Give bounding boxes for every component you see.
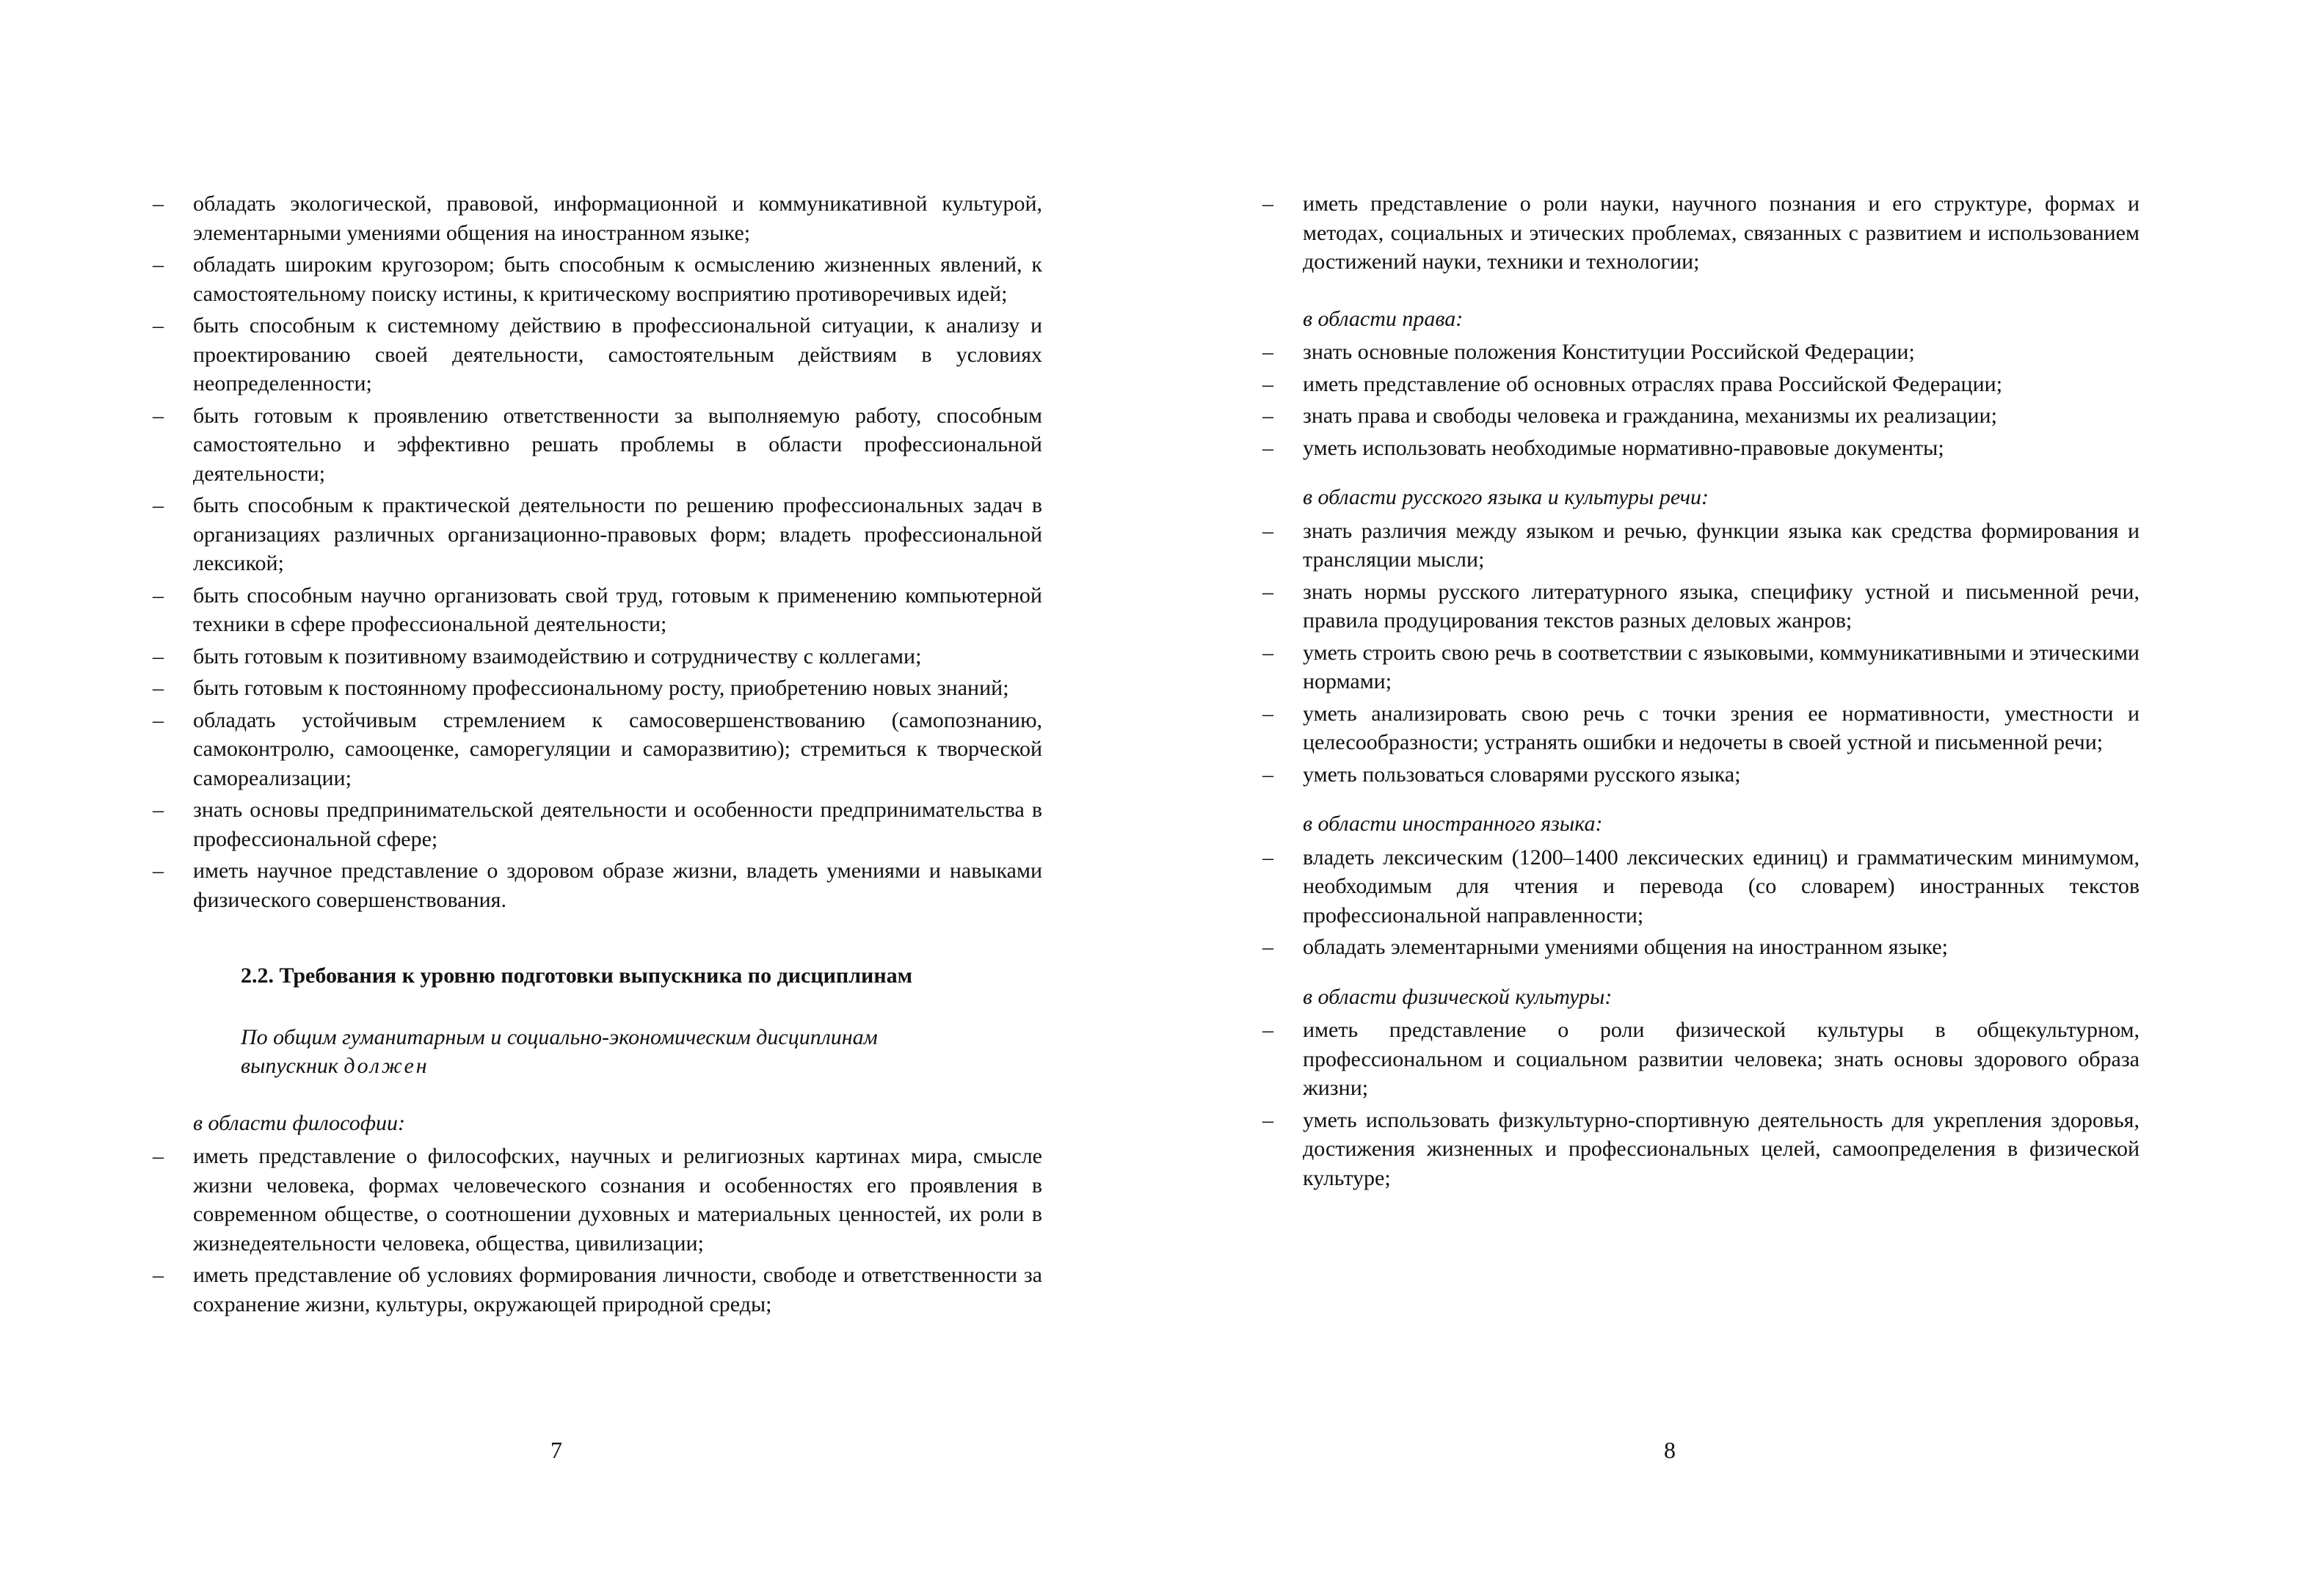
list-item: – знать основные положения Конституции Российской Федерации; (1262, 338, 2140, 367)
intro-line-1: По общим гуманитарным и социально-экономическим дисциплинам (241, 1024, 878, 1049)
intro-must: должен (343, 1054, 429, 1078)
list-item: – уметь использовать необходимые нормативно-правовые документы; (1262, 434, 2140, 463)
general-requirements-list (153, 189, 1042, 914)
list-item: – быть способным к системному действию в профессиональной ситуации, к анализу и проектированию своей деятельности, самостоятельным действиям в условиях неопределенности; (153, 311, 1042, 398)
physical-culture-list (1262, 1016, 2140, 1192)
philosophy-continued-list (1262, 189, 2140, 277)
list-item: – обладать экологической, правовой, информационной и коммуникативной культурой, элементарными умениями общения на иностранном языке; (153, 189, 1042, 247)
list-item: – иметь научное представление о здоровом образе жизни, владеть умениями и навыками физического совершенствования. (153, 856, 1042, 914)
list-item: – уметь анализировать свою речь с точки зрения ее нормативности, уместности и целесообразности; устранять ошибки и недочеты в своей устной и письменной речи; (1262, 699, 2140, 757)
list-item: – быть способным к практической деятельности по решению профессиональных задач в организациях различных организационно-правовых форм; владеть профессиональной лексикой; (153, 491, 1042, 578)
list-item: – иметь представление об условиях формирования личности, свободе и ответственности за сохранение жизни, культуры, окружающей природной среды; (153, 1261, 1042, 1319)
list-item: – уметь пользоваться словарями русского языка; (1262, 760, 2140, 790)
subsection-title-philosophy: в области философии: (193, 1110, 405, 1135)
section-intro (241, 1023, 1042, 1081)
list-item: – иметь представление о философских, научных и религиозных картинах мира, смысле жизни человека, формах человеческого сознания и особенностях его проявления в современном обществе, о соотношении духовных и материальных ценностей, их роли в жизнедеятельности человека, общества, цивилизации; (153, 1142, 1042, 1258)
right-page-content (1262, 189, 2140, 1195)
list-item: – знать нормы русского литературного языка, специфику устной и письменной речи, правила продуцирования текстов разных деловых жанров; (1262, 577, 2140, 635)
philosophy-list (153, 1142, 1042, 1319)
law-list (1262, 338, 2140, 462)
list-item: – быть готовым к позитивному взаимодействию и сотрудничеству с коллегами; (153, 642, 1042, 671)
list-item: – быть готовым к проявлению ответственности за выполняемую работу, способным самостоятельно и эффективно решать проблемы в области профессиональной деятельности; (153, 401, 1042, 489)
list-item: – уметь использовать физкультурно-спортивную деятельность для укрепления здоровья, достижения жизненных и профессиональных целей, самоопределения в физической культуре; (1262, 1106, 2140, 1193)
list-item: – владеть лексическим (1200–1400 лексических единиц) и грамматическим минимумом, необходимым для чтения и перевода (со словарем) иностранных текстов профессиональной направленности; (1262, 843, 2140, 930)
intro-line-2 (241, 1052, 1042, 1081)
list-item: – иметь представление о роли физической культуры в общекультурном, профессиональном и социальном развитии человека; знать основы здорового образа жизни; (1262, 1016, 2140, 1103)
list-item: – быть готовым к постоянному профессиональному росту, приобретению новых знаний; (153, 674, 1042, 703)
list-item: – иметь представление об основных отраслях права Российской Федерации; (1262, 370, 2140, 399)
list-item: – знать основы предпринимательской деятельности и особенности предпринимательства в профессиональной сфере; (153, 795, 1042, 853)
right-page (1156, 0, 2312, 1596)
russian-language-list (1262, 517, 2140, 790)
left-page-content (153, 189, 1042, 1322)
list-item: – знать различия между языком и речью, функции языка как средства формирования и трансляции мысли; (1262, 517, 2140, 575)
section-heading: 2.2. Требования к уровню подготовки выпускника по дисциплинам (241, 963, 913, 988)
foreign-language-list (1262, 843, 2140, 962)
list-item: – быть способным научно организовать свой труд, готовым к применению компьютерной техники в сфере профессиональной деятельности; (153, 581, 1042, 639)
list-item: – знать права и свободы человека и гражданина, механизмы их реализации; (1262, 401, 2140, 431)
subsection-title-russian-language: в области русского языка и культуры речи: (1303, 485, 1709, 509)
subsection-title-physical-culture: в области физической культуры: (1303, 984, 1613, 1009)
list-item: – обладать элементарными умениями общения на иностранном языке; (1262, 933, 2140, 962)
subsection-title-law: в области права: (1303, 306, 1464, 331)
list-item: – обладать устойчивым стремлением к самосовершенствованию (самопознанию, самоконтролю, самооценке, саморегуляции и саморазвитию); стремиться к творческой самореализации; (153, 706, 1042, 793)
page-number: 8 (1664, 1437, 1676, 1463)
page-number: 7 (550, 1437, 562, 1463)
list-item: – обладать широким кругозором; быть способным к осмыслению жизненных явлений, к самостоятельному поиску истины, к критическому восприятию противоречивых идей; (153, 250, 1042, 308)
list-item: – иметь представление о роли науки, научного познания и его структуре, формах и методах, социальных и этических проблемах, связанных с развитием и использованием достижений науки, техники и технологии; (1262, 189, 2140, 277)
intro-graduate: выпускник (241, 1054, 338, 1078)
list-item: – уметь строить свою речь в соответствии с языковыми, коммуникативными и этическими нормами; (1262, 638, 2140, 696)
subsection-title-foreign-language: в области иностранного языка: (1303, 812, 1603, 836)
